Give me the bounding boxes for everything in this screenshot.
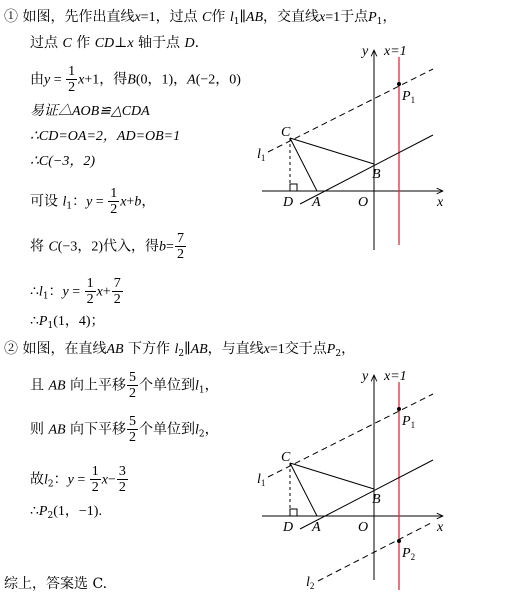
label-P1: $P_1$ <box>402 414 416 430</box>
label-B: B <box>372 492 381 507</box>
label-O: O <box>358 195 369 210</box>
x-axis-label: x <box>437 195 444 210</box>
line-AB <box>300 460 433 529</box>
y-axis-label: y <box>362 44 369 59</box>
part2-line3: 则 AB 向下平移 $\frac{5}{2}$ 个单位到$l_2$， <box>30 414 219 445</box>
line-x-equals-1-label: x=1 <box>384 369 407 384</box>
label-D: D <box>283 195 294 210</box>
part2-line2: 且 AB 向上平移 $\frac{5}{2}$ 个单位到$l_1$， <box>30 370 219 401</box>
fraction: $\frac{7}{2}$ <box>113 276 121 307</box>
x-axis-label: x <box>437 520 444 535</box>
fraction: $\frac{1}{2}$ <box>110 186 118 217</box>
part1-line7: 可设 $l_1$：y = $\frac{1}{2}$ x+b， <box>30 186 156 217</box>
label-O: O <box>358 520 369 535</box>
part2-line4: 故$l_2$：y = $\frac{1}{2}$ x− $\frac{3}{2}$ <box>30 464 126 495</box>
right-angle-mark <box>290 509 297 516</box>
fraction: $\frac{5}{2}$ <box>129 414 137 445</box>
part1-line9: $\therefore l_1$：y = $\frac{1}{2}$ x+ $\frac{7}{2}$ <box>30 276 121 307</box>
label-P2: $P_2$ <box>402 546 416 562</box>
segment-CB <box>290 463 374 489</box>
fraction: $\frac{1}{2}$ <box>86 276 94 307</box>
label-P1: $P_1$ <box>402 89 416 105</box>
fraction: $\frac{3}{2}$ <box>118 464 126 495</box>
label-C: C <box>281 125 291 140</box>
point-P1 <box>397 407 401 411</box>
part1-line8: 将 C(−3，2)代入，得b= $\frac{7}{2}$ <box>30 231 184 262</box>
part1-line2: 过点 C 作 CD⊥x 轴于点 D. <box>30 35 200 51</box>
label-B: B <box>372 167 381 182</box>
point-P2 <box>397 539 401 543</box>
label-A: A <box>312 195 321 210</box>
part2-line1: ② 如图，在直线AB 下方作 $l_2\parallel AB$，与直线x=1交于点$P_2$， <box>4 341 356 359</box>
line-x-equals-1-label: x=1 <box>384 44 407 59</box>
part1-line6: ∴C(−3，2) <box>30 154 96 169</box>
line-l1 <box>268 394 433 477</box>
label-C: C <box>281 450 291 465</box>
part1-line1: ① 如图，先作出直线x=1，过点 C作 $l_1\parallel AB$，交直线x=1于点$P_1$， <box>4 9 397 27</box>
fraction: $\frac{5}{2}$ <box>129 370 137 401</box>
label-l2: $l_2$ <box>306 575 315 591</box>
part1-line10: $\therefore P_1(1$，4)； <box>30 313 105 331</box>
label-A: A <box>312 520 321 535</box>
fraction: $\frac{1}{2}$ <box>68 64 76 95</box>
label-D: D <box>283 520 294 535</box>
line-l2 <box>318 522 433 581</box>
segment-CA <box>290 463 317 516</box>
part1-line4: 易证△AOB≌△CDA <box>30 104 150 119</box>
fraction: $\frac{1}{2}$ <box>91 464 99 495</box>
fraction: $\frac{7}{2}$ <box>176 231 184 262</box>
conclusion: 综上，答案选 C. <box>4 576 108 592</box>
part2-line5: $\therefore P_2(1$，−1). <box>30 503 102 521</box>
part1-line5: ∴CD=OA=2，AD=OB=1 <box>30 129 181 144</box>
label-l1: $l_1$ <box>257 472 266 488</box>
label-l1: $l_1$ <box>257 147 266 163</box>
y-axis-label: y <box>362 369 369 384</box>
part1-line3: 由y = $\frac{1}{2}$ x+1，得B(0，1)，A(−2，0) <box>30 64 241 95</box>
